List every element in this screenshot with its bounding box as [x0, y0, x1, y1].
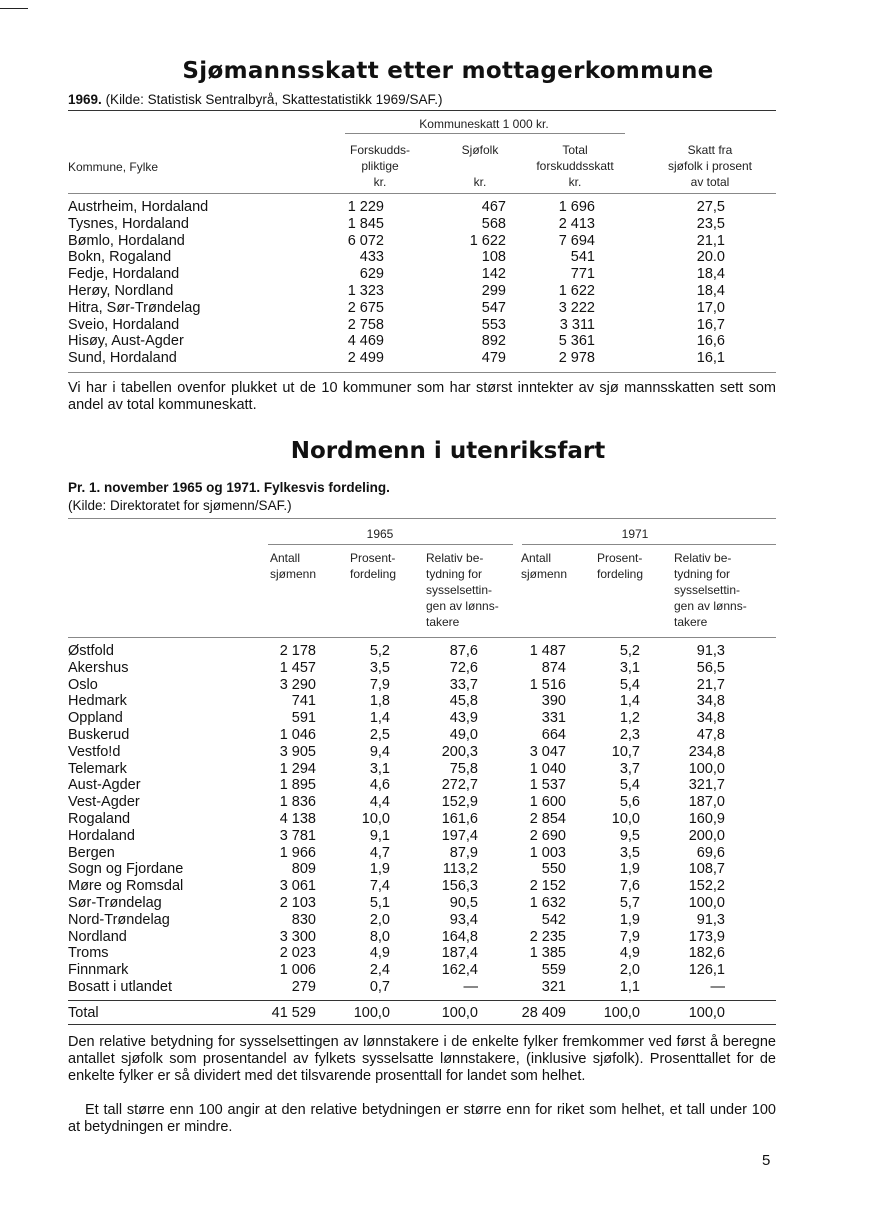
- table1-row-label: Bømlo, Hordaland: [68, 232, 185, 249]
- table1-cell: 142: [481, 266, 506, 283]
- table2-cell: 1,9: [619, 861, 640, 878]
- table2-cell: 1 600: [529, 794, 566, 811]
- header-prosent-1971: Prosent- fordeling: [597, 551, 644, 581]
- table2-cell: 161,6: [441, 811, 478, 827]
- total-cell: 100,0: [353, 1005, 390, 1021]
- table2-cell: 1 516: [529, 676, 566, 693]
- table2-cell: 173,9: [688, 928, 725, 945]
- section2-source: (Kilde: Direktoratet for sjømenn/SAF.): [68, 498, 292, 513]
- table2-row-label: Bosatt i utlandet: [68, 979, 172, 995]
- table2-row-label: Telemark: [68, 760, 127, 777]
- table1-cell: 108: [481, 249, 506, 266]
- table2-cell: 272,7: [441, 777, 478, 794]
- table2-cell: 3,7: [619, 760, 640, 777]
- table2-row-label: Troms: [68, 945, 109, 962]
- table2-cell: 2 690: [529, 827, 566, 844]
- table2-cell: 2,5: [369, 727, 390, 743]
- table2-cell: 741: [291, 693, 316, 710]
- table1-row-label: Hitra, Sør-Trøndelag: [68, 299, 201, 316]
- table2-cell: 1 966: [279, 844, 316, 861]
- table2-cell: 2 854: [529, 811, 566, 827]
- table2-cell: 69,6: [696, 844, 725, 861]
- table1-cell: 18,4: [696, 266, 725, 283]
- table2-cell: 1 046: [279, 727, 316, 743]
- table1-cell: 541: [570, 249, 595, 266]
- table2-cell: 9,4: [369, 743, 390, 760]
- table2-cell: 1 040: [529, 760, 566, 777]
- table2-cell: 2 103: [279, 895, 316, 911]
- table1-cell: 20.0: [696, 249, 725, 266]
- table1-row-label: Austrheim, Hordaland: [68, 199, 209, 215]
- table1-cell: 892: [481, 333, 506, 350]
- total-cell: 100,0: [441, 1005, 478, 1021]
- table2-cell: 3 781: [279, 827, 316, 844]
- table2-cell: 3 061: [279, 878, 316, 895]
- header-antall-1971: Antall sjømenn: [521, 551, 568, 581]
- header-relativ-1965: Relativ be- tydning for sysselsettin- gen av lønns- takere: [426, 551, 499, 629]
- table2-cell: 7,4: [369, 878, 390, 895]
- table1-cell: 4 469: [347, 333, 384, 350]
- table2-row-label: Nord-Trøndelag: [68, 911, 170, 928]
- table1-cell: 433: [359, 249, 384, 266]
- rule: [268, 544, 513, 545]
- table2-row-label: Møre og Romsdal: [68, 878, 184, 895]
- table2-cell: 830: [291, 911, 316, 928]
- table1-cell: 16,6: [696, 333, 725, 350]
- table1-cell: 23,5: [696, 215, 725, 232]
- table2-cell: 4,9: [369, 945, 390, 962]
- table2-cell: 4,7: [369, 844, 390, 861]
- table1-cell: 17,0: [696, 299, 725, 316]
- table2-cell: 7,9: [369, 676, 390, 693]
- table2-cell: 1 006: [279, 962, 316, 979]
- table2-cell: 390: [541, 693, 566, 710]
- table1-row-label: Bokn, Rogaland: [68, 249, 172, 266]
- header-skatt: Skatt fra sjøfolk i prosent av total: [667, 143, 753, 189]
- header-kommune: Kommune, Fylke: [68, 160, 159, 174]
- table1-cell: 1 845: [347, 215, 384, 232]
- table2-cell: 33,7: [449, 676, 478, 693]
- table1-row-label: Herøy, Nordland: [68, 283, 174, 299]
- table2-cell: 1,4: [619, 693, 640, 710]
- table2-cell: 9,1: [369, 827, 390, 844]
- total-label: Total: [68, 1005, 99, 1021]
- table1-row-label: Fedje, Hordaland: [68, 266, 180, 283]
- rule: [68, 110, 776, 111]
- table2-cell: 4,6: [369, 777, 390, 794]
- table2-row-label: Oslo: [68, 676, 98, 693]
- table1-cell: 2 413: [558, 215, 595, 232]
- table2-row-label: Akershus: [68, 659, 129, 676]
- table2-cell: 93,4: [449, 911, 478, 928]
- table2-cell: 1 537: [529, 777, 566, 794]
- section1-source: (Kilde: Statistisk Sentralbyrå, Skattestatistikk 1969/SAF.): [105, 92, 443, 107]
- table2-row-label: Nordland: [68, 928, 127, 945]
- table2-cell: 1,8: [369, 693, 390, 710]
- table2-cell: 234,8: [688, 743, 725, 760]
- table2-cell: 1,1: [619, 979, 640, 995]
- table2-cell: 1 895: [279, 777, 316, 794]
- table1-cell: 1 622: [469, 232, 506, 249]
- table2-cell: 3 047: [529, 743, 566, 760]
- table2-cell: 1 487: [529, 643, 566, 659]
- table2-cell: 56,5: [696, 659, 725, 676]
- table2-cell: 4,9: [619, 945, 640, 962]
- corner-mark: [0, 8, 28, 9]
- header-forskudd: Forskudds- pliktige kr.: [349, 143, 411, 189]
- rule: [68, 637, 776, 638]
- table1-cell: 3 222: [558, 299, 595, 316]
- table2-cell: 542: [541, 911, 566, 928]
- table2-cell: 1 385: [529, 945, 566, 962]
- section2-subtitle: Pr. 1. november 1965 og 1971. Fylkesvis fordeling.: [68, 480, 390, 495]
- table2-cell: 200,3: [441, 743, 478, 760]
- table1-cell: 16,1: [696, 350, 725, 367]
- table1-cell: 629: [359, 266, 384, 283]
- table2-cell: 152,2: [688, 878, 725, 895]
- table1-cell: 7 694: [558, 232, 595, 249]
- section1-year: 1969.: [68, 92, 102, 107]
- table2-cell: 156,3: [441, 878, 478, 895]
- table2-cell: 87,6: [449, 643, 478, 659]
- table2-row-label: Sogn og Fjordane: [68, 861, 184, 878]
- rule: [68, 1024, 776, 1025]
- table1-cell: 1 323: [347, 283, 384, 299]
- table2-row-label: Hordaland: [68, 827, 135, 844]
- table2-cell: 43,9: [449, 710, 478, 727]
- table2-cell: 72,6: [449, 659, 478, 676]
- table1-row-label: Sveio, Hordaland: [68, 316, 180, 333]
- year-1965: 1965: [366, 527, 394, 541]
- table2-row-label: Vestfo!d: [68, 743, 121, 760]
- table1-cell: 2 758: [347, 316, 384, 333]
- table2-cell: 3 905: [279, 743, 316, 760]
- table2-cell: 87,9: [449, 844, 478, 861]
- table2-row-label: Vest-Agder: [68, 794, 140, 811]
- table1-cell: 479: [481, 350, 506, 367]
- table2-cell: 187,4: [441, 945, 478, 962]
- header-antall-1965: Antall sjømenn: [270, 551, 317, 581]
- table2-cell: 2,4: [369, 962, 390, 979]
- header-sjofolk: Sjøfolk kr.: [461, 143, 499, 189]
- table1-cell: 2 499: [347, 350, 384, 367]
- year-1971: 1971: [621, 527, 649, 541]
- table2-cell: 91,3: [696, 911, 725, 928]
- table2-row-label: Østfold: [68, 643, 114, 659]
- table2-cell: 2,0: [369, 911, 390, 928]
- table2-cell: 1,9: [619, 911, 640, 928]
- table2-cell: 182,6: [688, 945, 725, 962]
- table2-cell: 100,0: [688, 760, 725, 777]
- table1-cell: 27,5: [696, 199, 725, 215]
- table2-cell: 152,9: [441, 794, 478, 811]
- table2-cell: 664: [541, 727, 566, 743]
- table2-cell: 90,5: [449, 895, 478, 911]
- table2-cell: 4 138: [279, 811, 316, 827]
- total-cell: 100,0: [603, 1005, 640, 1021]
- table2-cell: 550: [541, 861, 566, 878]
- table2-cell: 108,7: [688, 861, 725, 878]
- table1-row-label: Hisøy, Aust-Agder: [68, 333, 184, 350]
- table2-cell: 2 235: [529, 928, 566, 945]
- table2-cell: 7,6: [619, 878, 640, 895]
- table2-row-label: Buskerud: [68, 727, 130, 743]
- table2-cell: 49,0: [449, 727, 478, 743]
- table2-cell: 162,4: [441, 962, 478, 979]
- table2-cell: 1 294: [279, 760, 316, 777]
- table1-cell: 2 978: [558, 350, 595, 367]
- table2-cell: 1,9: [369, 861, 390, 878]
- section1-title: Sjømannsskatt etter mottagerkommune: [182, 58, 714, 84]
- section1-meta: [68, 92, 442, 107]
- section2-title: Nordmenn i utenriksfart: [290, 438, 606, 464]
- table2-cell: 559: [541, 962, 566, 979]
- table2-row-label: Finnmark: [68, 962, 129, 979]
- section2-para2: Et tall større enn 100 angir at den relative betydningen er større enn for riket som helhet, et tall under 100 at betydningen er mindre.: [68, 1102, 776, 1135]
- table2-cell: 809: [291, 861, 316, 878]
- table1-cell: 547: [481, 299, 506, 316]
- table2-cell: 8,0: [369, 928, 390, 945]
- table2-cell: —: [710, 979, 725, 995]
- table2-cell: 3 300: [279, 928, 316, 945]
- table2-cell: 331: [541, 710, 566, 727]
- table2-cell: 2,3: [619, 727, 640, 743]
- table2-cell: 279: [291, 979, 316, 995]
- table2-cell: 874: [541, 659, 566, 676]
- section1-note: Vi har i tabellen ovenfor plukket ut de 10 kommuner som har størst inntekter av sjø mannsskatten sett som andel av total kommuneskatt.: [68, 380, 776, 413]
- total-cell: 100,0: [688, 1005, 725, 1021]
- table2-cell: 3,1: [619, 659, 640, 676]
- table1-cell: 553: [481, 316, 506, 333]
- table2-cell: 1,2: [619, 710, 640, 727]
- table2-cell: 1,4: [369, 710, 390, 727]
- table2-cell: 1 632: [529, 895, 566, 911]
- table2-cell: 3,5: [619, 844, 640, 861]
- table2-cell: 45,8: [449, 693, 478, 710]
- table2-cell: 160,9: [688, 811, 725, 827]
- table2-cell: 7,9: [619, 928, 640, 945]
- table2-row-label: Aust-Agder: [68, 777, 141, 794]
- table2-cell: 1 457: [279, 659, 316, 676]
- table1-cell: 1 229: [347, 199, 384, 215]
- table1-cell: 16,7: [696, 316, 725, 333]
- table2-cell: 164,8: [441, 928, 478, 945]
- table2-cell: 197,4: [441, 827, 478, 844]
- table2-cell: 3,5: [369, 659, 390, 676]
- rule: [68, 193, 776, 194]
- table2-cell: 126,1: [688, 962, 725, 979]
- table2-cell: 34,8: [696, 710, 725, 727]
- table2-cell: 4,4: [369, 794, 390, 811]
- table2-cell: 200,0: [688, 827, 725, 844]
- table2-cell: 10,7: [611, 743, 640, 760]
- table2-cell: 3 290: [279, 676, 316, 693]
- table1-cell: 18,4: [696, 283, 725, 299]
- table2-row-label: Oppland: [68, 710, 123, 727]
- table1-cell: 568: [481, 215, 506, 232]
- table1-cell: 6 072: [347, 232, 384, 249]
- table2-cell: 91,3: [696, 643, 725, 659]
- header-relativ-1971: Relativ be- tydning for sysselsettin- gen av lønns- takere: [674, 551, 747, 629]
- table2-cell: 5,1: [369, 895, 390, 911]
- total-cell: 41 529: [271, 1005, 316, 1021]
- rule: [522, 544, 776, 545]
- total-cell: 28 409: [521, 1005, 566, 1021]
- table2-row-label: Rogaland: [68, 811, 131, 827]
- table2-cell: 100,0: [688, 895, 725, 911]
- table2-cell: 3,1: [369, 760, 390, 777]
- table1-cell: 1 696: [558, 199, 595, 215]
- table2-cell: 9,5: [619, 827, 640, 844]
- section2-para1: Den relative betydning for sysselsettingen av lønnstakere i de enkelte fylker fremkommer ved først å beregne antallet sjøfolk som prosentandel av fylkets sysselsatte lønnstakere, (inklusive sjøfolk). Prosenttallet for de enkelte fylker er så dividert med det tilsvarende prosenttall for landet som helhet.: [68, 1034, 776, 1084]
- header-total: Total forskuddsskatt kr.: [536, 143, 614, 189]
- page-number: 5: [762, 1152, 771, 1169]
- table2-cell: 10,0: [361, 811, 390, 827]
- table2-row-label: Bergen: [68, 844, 115, 861]
- rule: [68, 1000, 776, 1001]
- table2-cell: 34,8: [696, 693, 725, 710]
- table2-cell: 5,2: [619, 643, 640, 659]
- table2-cell: 2 178: [279, 643, 316, 659]
- table2-cell: 0,7: [369, 979, 390, 995]
- table2-cell: 5,6: [619, 794, 640, 811]
- table2-row-label: Sør-Trøndelag: [68, 895, 162, 911]
- table1-cell: 21,1: [696, 232, 725, 249]
- rule: [68, 518, 776, 519]
- table2-cell: 75,8: [449, 760, 478, 777]
- table2-cell: 2,0: [619, 962, 640, 979]
- table1-cell: 299: [481, 283, 506, 299]
- rule: [345, 133, 625, 134]
- table1-cell: 467: [481, 199, 506, 215]
- header-prosent-1965: Prosent- fordeling: [350, 551, 397, 581]
- rule: [68, 372, 776, 373]
- table2-row-label: Hedmark: [68, 693, 127, 710]
- table2-cell: 1 003: [529, 844, 566, 861]
- table2-cell: 5,4: [619, 676, 640, 693]
- table1-cell: 3 311: [559, 316, 595, 333]
- table2-cell: 1 836: [279, 794, 316, 811]
- table2-cell: 187,0: [688, 794, 725, 811]
- table2-cell: 113,2: [442, 861, 478, 878]
- table1-cell: 2 675: [347, 299, 384, 316]
- table2-cell: 2 152: [529, 878, 566, 895]
- table2-cell: 47,8: [696, 727, 725, 743]
- table2-cell: 321: [541, 979, 566, 995]
- table2-cell: 5,4: [619, 777, 640, 794]
- table2-cell: 5,7: [619, 895, 640, 911]
- table2-cell: —: [463, 979, 478, 995]
- table1-cell: 771: [570, 266, 595, 283]
- table2-cell: 5,2: [369, 643, 390, 659]
- table1-row-label: Sund, Hordaland: [68, 350, 177, 367]
- table2-cell: 21,7: [696, 676, 725, 693]
- table1-cell: 1 622: [558, 283, 595, 299]
- table1-cell: 5 361: [558, 333, 595, 350]
- table2-cell: 2 023: [279, 945, 316, 962]
- table2-cell: 10,0: [611, 811, 640, 827]
- table2-cell: 591: [291, 710, 316, 727]
- table2-cell: 321,7: [688, 777, 725, 794]
- group-header: Kommuneskatt 1 000 kr.: [419, 117, 549, 131]
- table1-row-label: Tysnes, Hordaland: [68, 215, 189, 232]
